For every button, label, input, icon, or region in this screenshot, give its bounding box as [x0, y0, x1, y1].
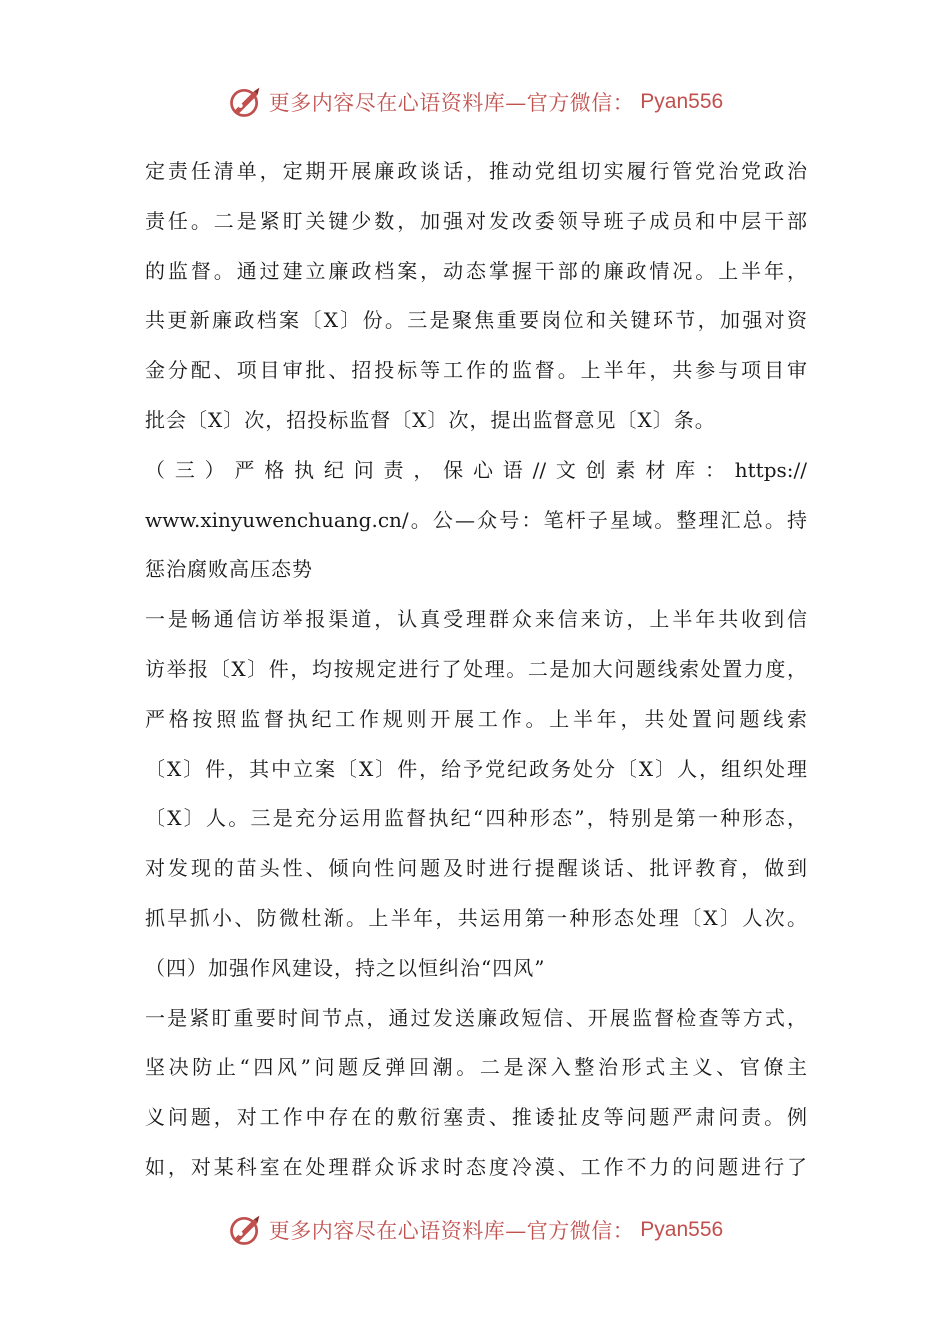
text-line: 批会〔X〕次，招投标监督〔X〕次，提出监督意见〔X〕条。	[145, 407, 716, 432]
text-line: 金分配、项目审批、招投标等工作的监督。上半年，共参与项目审	[145, 358, 807, 383]
document-body	[145, 147, 807, 1193]
text-line: 共更新廉政档案〔X〕份。三是聚焦重要岗位和关键环节，加强对资	[145, 308, 807, 333]
section-heading: （三）严格执纪问责，保心语//文创素材库：https://	[145, 457, 807, 482]
header-banner-text: 更多内容尽在心语资料库—官方微信：	[268, 91, 635, 115]
text-line: 〔X〕件，其中立案〔X〕件，给予党纪政务处分〔X〕人，组织处理	[145, 756, 807, 781]
text-line: 定责任清单，定期开展廉政谈话，推动党组切实履行管党治党政治	[145, 159, 807, 183]
text-line: 一是紧盯重要时间节点，通过发送廉政短信、开展监督检查等方式，	[145, 1005, 807, 1030]
pen-logo-icon	[227, 84, 263, 120]
text-line: www.xinyuwenchuang.cn/。公—众号：笔杆子星域。整理汇总。持	[145, 507, 807, 532]
text-line: 〔X〕人。三是充分运用监督执纪“四种形态”，特别是第一种形态，	[145, 806, 807, 831]
text-line: 一是畅通信访举报渠道，认真受理群众来信来访，上半年共收到信	[145, 607, 807, 632]
text-line: 抓早抓小、防微杜渐。上半年，共运用第一种形态处理〔X〕人次。	[145, 905, 807, 930]
text-line: 如，对某科室在处理群众诉求时态度冷漠、工作不力的问题进行了	[145, 1154, 807, 1179]
section-heading: （四）加强作风建设，持之以恒纠治“四风”	[145, 955, 546, 980]
text-line: 责任。二是紧盯关键少数，加强对发改委领导班子成员和中层干部	[145, 208, 807, 233]
header-banner	[0, 82, 950, 122]
footer-banner-text: 更多内容尽在心语资料库—官方微信：	[268, 1219, 635, 1243]
footer-banner	[0, 1210, 950, 1250]
text-line: 严格按照监督执纪工作规则开展工作。上半年，共处置问题线索	[145, 706, 807, 731]
text-line: 的监督。通过建立廉政档案，动态掌握干部的廉政情况。上半年，	[145, 258, 807, 283]
text-line: 坚决防止“四风”问题反弹回潮。二是深入整治形式主义、官僚主	[145, 1055, 807, 1080]
text-line: 对发现的苗头性、倾向性问题及时进行提醒谈话、批评教育，做到	[145, 856, 807, 881]
text-line: 惩治腐败高压态势	[145, 557, 313, 582]
text-line: 义问题，对工作中存在的敷衍塞责、推诿扯皮等问题严肃问责。例	[145, 1105, 807, 1130]
footer-banner-id: Pyan556	[640, 1218, 724, 1241]
pen-logo-icon	[227, 1212, 263, 1248]
text-line: 访举报〔X〕件，均按规定进行了处理。二是加大问题线索处置力度，	[145, 656, 807, 681]
header-banner-id: Pyan556	[640, 90, 724, 113]
